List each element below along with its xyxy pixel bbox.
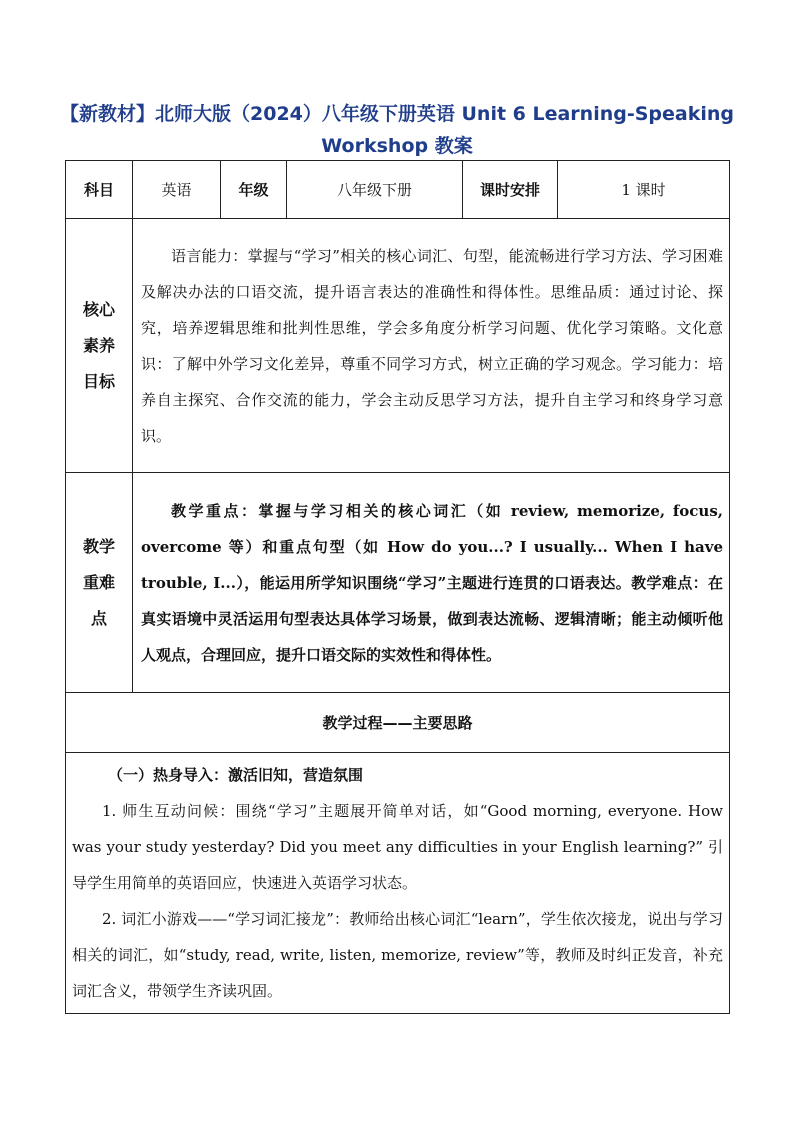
process-paragraph-1: 1. 师生互动问候：围绕“学习”主题展开简单对话，如“Good morning, everyone. How was your study yesterday? Did you meet any difficulties in your English learning?” 引导学生用简单的英语回应，快速进入英语学习状态。 [72,802,723,892]
core-goals-row [66,219,730,473]
key-points-label: 教学重难点 [82,536,115,628]
process-paragraph-2: 2. 词汇小游戏——“学习词汇接龙”：教师给出核心词汇“learn”，学生依次接龙，说出与学习相关的词汇，如“study, read, write, listen, memorize, review”等，教师及时纠正发音，补充词汇含义，带领学生齐读巩固。 [72,910,723,1000]
lesson-plan-table [65,160,730,1014]
hours-value: 1 课时 [558,161,730,219]
key-points-text: 教学重点：掌握与学习相关的核心词汇（如 review, memorize, focus, overcome 等）和重点句型（如 How do you...? I usually... When I have trouble, I...），能运用所学知识围绕“学习”主题进行连贯的口语表达。教学难点：在真实语境中灵活运用句型表达具体学习场景，做到表达流畅、逻辑清晰；能主动倾听他人观点，合理回应，提升口语交际的实效性和得体性。 [133,473,730,693]
grade-label: 年级 [221,161,287,219]
header-row [66,161,730,219]
key-points-row [66,473,730,693]
key-points-label-cell [66,473,133,693]
core-goals-text: 语言能力：掌握与“学习”相关的核心词汇、句型，能流畅进行学习方法、学习困难及解决办法的口语交流，提升语言表达的准确性和得体性。思维品质：通过讨论、探究，培养逻辑思维和批判性思维，学会多角度分析学习问题、优化学习策略。文化意识：了解中外学习文化差异，尊重不同学习方式，树立正确的学习观念。学习能力：培养自主探究、合作交流的能力，学会主动反思学习方法，提升自主学习和终身学习意识。 [133,219,730,473]
process-heading-row [66,693,730,753]
process-content [66,753,730,1014]
hours-label: 课时安排 [463,161,558,219]
document-title: 【新教材】北师大版（2024）八年级下册英语 Unit 6 Learning-Speaking Workshop 教案 [60,103,735,157]
process-content-row [66,753,730,1014]
core-goals-label-cell [66,219,133,473]
subject-value: 英语 [133,161,221,219]
process-heading: 教学过程——主要思路 [66,693,730,753]
step1-title: （一）热身导入：激活旧知，营造氛围 [108,766,364,784]
subject-label: 科目 [66,161,133,219]
grade-value: 八年级下册 [287,161,463,219]
core-goals-label: 核心素养目标 [82,299,115,391]
